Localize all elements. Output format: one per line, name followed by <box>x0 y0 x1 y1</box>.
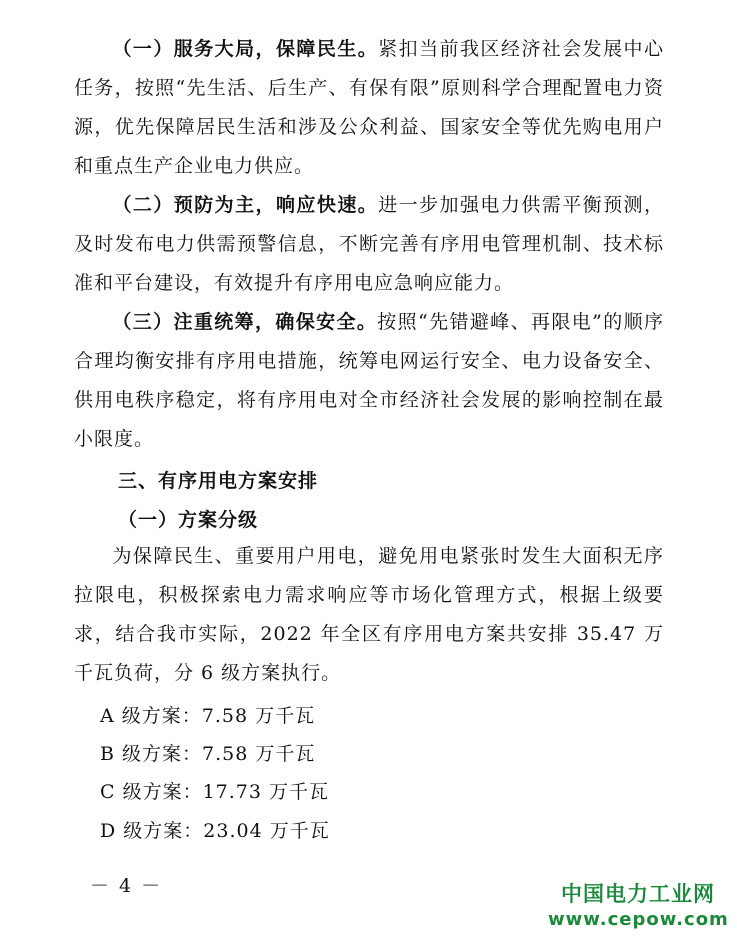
watermark-name: 中国电力工业网 <box>561 882 715 906</box>
level-item-a <box>100 697 315 736</box>
principle-paragraph-3 <box>74 303 664 459</box>
principle-title-3: （三）注重统筹，确保安全。 <box>112 311 378 333</box>
level-item-c <box>100 773 329 812</box>
principle-body-2: 进一步加强电力供需平衡预测，及时发布电力供需预警信息，不断完善有序用电管理机制、技术标准和平台建设，有效提升有序用电应急响应能力。 <box>74 194 664 294</box>
level-label: D 级方案： <box>100 820 204 842</box>
page-number: － 4 － <box>90 875 163 897</box>
level-item-d <box>100 812 330 851</box>
principle-title-1: （一）服务大局，保障民生。 <box>112 38 379 60</box>
level-item-b <box>100 735 315 774</box>
principle-paragraph-2 <box>74 186 664 303</box>
level-value: 23.04 万千瓦 <box>203 820 330 842</box>
level-value: 7.58 万千瓦 <box>202 743 316 765</box>
watermark-logo <box>548 880 728 932</box>
intro-text: 为保障民生、重要用户用电，避免用电紧张时发生大面积无序拉限电，积极探索电力需求响应等市场化管理方式，根据上级要求，结合我市实际，2022 年全区有序用电方案共安排 35.47 万千瓦负荷，分 6 级方案执行。 <box>74 545 664 684</box>
principle-body-3: 按照“先错避峰、再限电”的顺序合理均衡安排有序用电措施，统筹电网运行安全、电力设备安全、供用电秩序稳定，将有序用电对全市经济社会发展的影响控制在最小限度。 <box>74 311 664 450</box>
section-heading: 三、有序用电方案安排 <box>118 470 319 492</box>
principle-body-1: 紧扣当前我区经济社会发展中心任务，按照“先生活、后生产、有保有限”原则科学合理配置电力资源，优先保障居民生活和涉及公众利益、国家安全等优先购电用户和重点生产企业电力供应。 <box>74 38 664 177</box>
principle-paragraph-1 <box>74 30 664 186</box>
level-label: C 级方案： <box>100 781 203 803</box>
watermark-url: www.cepow.com <box>548 909 729 930</box>
level-label: B 级方案： <box>100 743 203 765</box>
principle-title-2: （二）预防为主，响应快速。 <box>112 194 379 216</box>
level-label: A 级方案： <box>100 705 202 727</box>
subsection-heading: （一）方案分级 <box>118 509 259 531</box>
level-value: 7.58 万千瓦 <box>201 705 316 727</box>
intro-paragraph <box>74 537 664 693</box>
level-value: 17.73 万千瓦 <box>202 781 330 803</box>
